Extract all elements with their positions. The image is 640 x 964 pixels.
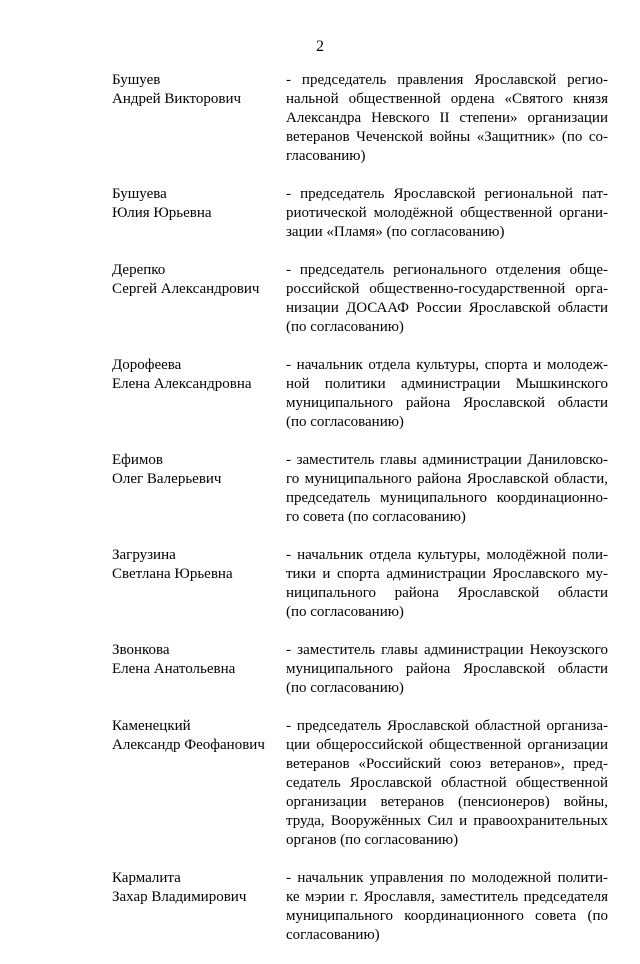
member-role-line: (по согласованию)	[286, 319, 404, 335]
member-role-line: риотической молодёжной общественной органи-	[286, 205, 608, 221]
member-role	[286, 261, 608, 337]
member-given-names: Светлана Юрьевна	[112, 566, 233, 582]
member-role-line: го совета (по согласованию)	[286, 509, 466, 525]
member-role-line: муниципального района Ярославской области	[286, 395, 608, 411]
member-role-line: организации ветеранов (пенсионеров) войны,	[286, 794, 608, 810]
member-given-names: Олег Валерьевич	[112, 471, 222, 487]
member-role-line: (по согласованию)	[286, 414, 404, 430]
member-role-line: (по согласованию)	[286, 604, 404, 620]
member-role-line: - заместитель главы администрации Некоузского	[286, 642, 608, 658]
member-name	[112, 71, 286, 166]
member-name	[112, 185, 286, 242]
member-entry	[112, 261, 608, 337]
member-role-line: (по согласованию)	[286, 680, 404, 696]
member-role-line: ниципального района Ярославской области	[286, 585, 608, 601]
member-given-names: Елена Анатольевна	[112, 661, 236, 677]
member-role-line: тики и спорта администрации Ярославского му-	[286, 566, 608, 582]
member-entry	[112, 356, 608, 432]
member-surname: Ефимов	[112, 452, 163, 468]
member-role-line: - заместитель главы администрации Даниловско-	[286, 452, 608, 468]
member-role-line: Александра Невского II степени» организации	[286, 110, 608, 126]
member-role	[286, 869, 608, 945]
member-role	[286, 71, 608, 166]
member-role	[286, 185, 608, 242]
member-name	[112, 261, 286, 337]
member-given-names: Сергей Александрович	[112, 281, 260, 297]
member-surname: Звонкова	[112, 642, 170, 658]
member-name	[112, 451, 286, 527]
member-role-line: низации ДОСААФ России Ярославской области	[286, 300, 608, 316]
member-name	[112, 546, 286, 622]
member-role-line: муниципального координационного совета (по	[286, 908, 608, 924]
member-role-line: ной политики администрации Мышкинского	[286, 376, 608, 392]
member-surname: Каменецкий	[112, 718, 191, 734]
member-role-line: согласованию)	[286, 927, 380, 943]
member-role-line: зации «Пламя» (по согласованию)	[286, 224, 505, 240]
member-entry	[112, 451, 608, 527]
member-role-line: ветеранов «Российский союз ветеранов», пред-	[286, 756, 608, 772]
member-role-line: - председатель правления Ярославской регио-	[286, 72, 608, 88]
member-given-names: Александр Феофанович	[112, 737, 265, 753]
member-role-line: - начальник отдела культуры, спорта и молодеж-	[286, 357, 608, 373]
member-entry	[112, 546, 608, 622]
member-role	[286, 717, 608, 850]
member-given-names: Захар Владимирович	[112, 889, 247, 905]
member-role-line: председатель муниципального координационно-	[286, 490, 608, 506]
member-entry	[112, 717, 608, 850]
member-surname: Загрузина	[112, 547, 176, 563]
member-role	[286, 356, 608, 432]
member-name	[112, 641, 286, 698]
member-role-line: ке мэрии г. Ярославля, заместитель председателя	[286, 889, 608, 905]
member-role-line: седатель Ярославской областной общественной	[286, 775, 608, 791]
member-entry	[112, 185, 608, 242]
member-role	[286, 451, 608, 527]
member-surname: Бушуев	[112, 72, 161, 88]
member-name	[112, 717, 286, 850]
member-surname: Дорофеева	[112, 357, 182, 373]
member-entry	[112, 869, 608, 945]
member-role-line: - председатель регионального отделения обще-	[286, 262, 608, 278]
member-surname: Дерепко	[112, 262, 166, 278]
member-role-line: органов (по согласованию)	[286, 832, 459, 848]
member-role	[286, 641, 608, 698]
member-given-names: Андрей Викторович	[112, 91, 242, 107]
member-role-line: - председатель Ярославской региональной пат-	[286, 186, 608, 202]
member-surname: Бушуева	[112, 186, 167, 202]
member-role-line: - начальник управления по молодежной полити-	[286, 870, 608, 886]
member-entry	[112, 641, 608, 698]
member-name	[112, 869, 286, 945]
member-role-line: - начальник отдела культуры, молодёжной поли-	[286, 547, 608, 563]
member-list	[112, 71, 608, 964]
member-surname: Кармалита	[112, 870, 181, 886]
page-number: 2	[316, 38, 324, 55]
member-entry	[112, 71, 608, 166]
member-role-line: ветеранов Чеченской войны «Защитник» (по со-	[286, 129, 608, 145]
member-role	[286, 546, 608, 622]
member-role-line: нальной общественной ордена «Святого князя	[286, 91, 608, 107]
member-role-line: гласованию)	[286, 148, 366, 164]
member-role-line: - председатель Ярославской областной организа-	[286, 718, 608, 734]
member-role-line: российской общественно-государственной орга-	[286, 281, 608, 297]
member-given-names: Елена Александровна	[112, 376, 252, 392]
member-given-names: Юлия Юрьевна	[112, 205, 212, 221]
member-role-line: труда, Вооружённых Сил и правоохранительных	[286, 813, 608, 829]
member-role-line: ции общероссийской общественной организации	[286, 737, 608, 753]
member-name	[112, 356, 286, 432]
member-role-line: муниципального района Ярославской области	[286, 661, 608, 677]
member-role-line: го муниципального района Ярославской области,	[286, 471, 608, 487]
